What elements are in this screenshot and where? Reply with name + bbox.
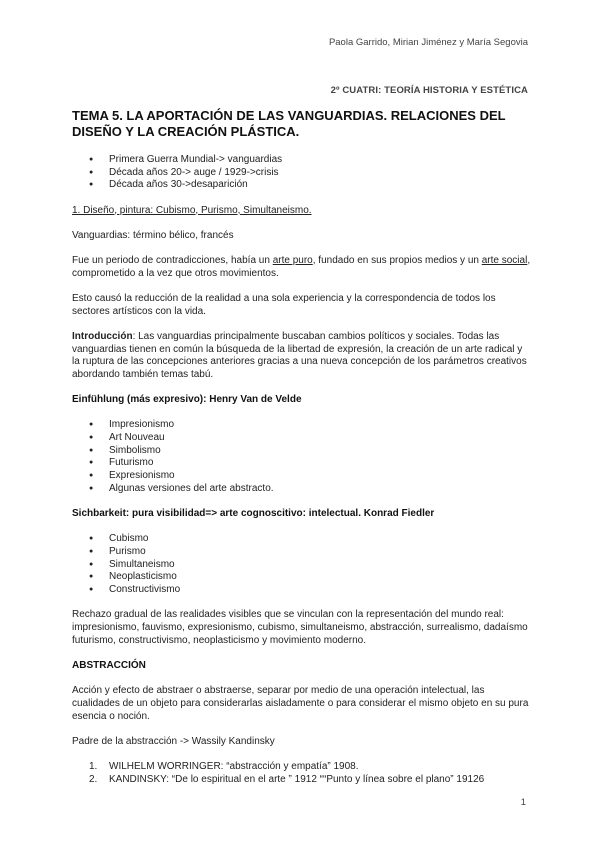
vanguardias-line: Vanguardias: término bélico, francés [72,229,234,241]
list-item: ● Simbolismo [72,445,532,458]
list-item: ● Neoplasticismo [72,571,532,584]
paragraph-periodo [72,255,532,280]
list-item: ● Expresionismo [72,470,532,483]
abstraccion-heading: ABSTRACCIÓN [72,659,146,671]
list-item: ● Art Nouveau [72,432,532,445]
abstraccion-definition: Acción y efecto de abstraer o abstraerse, separar por medio de una operación intelectual, las cualidades de un objeto para considerarlas aisladamente o para considerar el mismo objeto en su pura esencia o noción. [72,685,529,722]
document-body [72,108,532,786]
intro-bullet-list [72,154,532,192]
paragraph-reduccion: Esto causó la reducción de la realidad a una sola experiencia y la correspondencia de todos los sectores artísticos con la vida. [72,292,496,317]
list-item: ● Futurismo [72,457,532,470]
header-authors: Paola Garrido, Mirian Jiménez y María Segovia [328,37,528,48]
page-number: 1 [520,797,526,808]
item-text: KANDINSKY: “De lo espiritual en el arte ” 1912 ““Punto y línea sobre el plano” 19126 [109,773,485,785]
einfuhlung-list [72,419,532,495]
text-span: , comprometido a la vez que otros movimientos. [72,255,531,279]
underlined-term: arte puro [272,255,313,267]
list-item: ● Simultaneismo [72,559,532,572]
text-span: : Las vanguardias principalmente buscaban cambios políticos y sociales. Todas las vanguardias tienen en común la búsqueda de la libertad de expresión, la creación de un arte radical y la ruptura de las concepciones anteriores gracias a una nueva concepción de los parámetros creativos abordando también temas tabú. [72,330,527,380]
header-course: 2º CUATRI: TEORÍA HISTORIA Y ESTÉTICA [330,85,528,96]
list-item: ● Cubismo [72,533,532,546]
einfuhlung-heading: Einfühlung (más expresivo): Henry Van de Velde [72,394,302,406]
document-title: TEMA 5. LA APORTACIÓN DE LAS VANGUARDIAS. RELACIONES DEL DISEÑO Y LA CREACIÓN PLÁSTICA. [72,108,506,139]
item-text: WILHELM WORRINGER: “abstracción y empatía” 1908. [109,760,359,772]
list-item: ● Impresionismo [72,419,532,432]
sichbarkeit-heading: Sichbarkeit: pura visibilidad=> arte cognoscitivo: intelectual. Konrad Fiedler [72,508,435,520]
section-1-title: 1. Diseño, pintura: Cubismo, Purismo, Simultaneismo. [72,204,312,216]
sichbarkeit-list [72,533,532,597]
text-span: , fundado en sus propios medios y un [312,255,482,267]
underlined-term: arte social [481,255,528,267]
list-item: ● Purismo [72,546,532,559]
numbered-list [72,761,532,786]
list-item: ● Algunas versiones del arte abstracto. [72,483,532,496]
introduccion-label: Introducción [72,330,133,342]
list-item: ● Década años 30->desaparición [72,179,532,192]
paragraph-rechazo: Rechazo gradual de las realidades visibles que se vinculan con la representación del mundo real: impresionismo, fauvismo, expresionismo, cubismo, simultaneismo, abstracción, surrealismo, dadaísmo futurismo, constructivismo, neoplasticismo y movimiento moderno. [72,609,528,646]
list-item: ● Primera Guerra Mundial-> vanguardias [72,154,532,167]
padre-abstraccion-line: Padre de la abstracción -> Wassily Kandinsky [72,735,275,747]
numbered-item [72,761,532,774]
list-item: ● Constructivismo [72,584,532,597]
item-number: 1. [89,760,98,772]
text-span: Fue un periodo de contradicciones, había un [72,255,273,267]
numbered-item [72,774,532,787]
item-number: 2. [89,773,98,785]
list-item: ● Década años 20-> auge / 1929->crisis [72,167,532,180]
paragraph-introduccion [72,331,532,382]
